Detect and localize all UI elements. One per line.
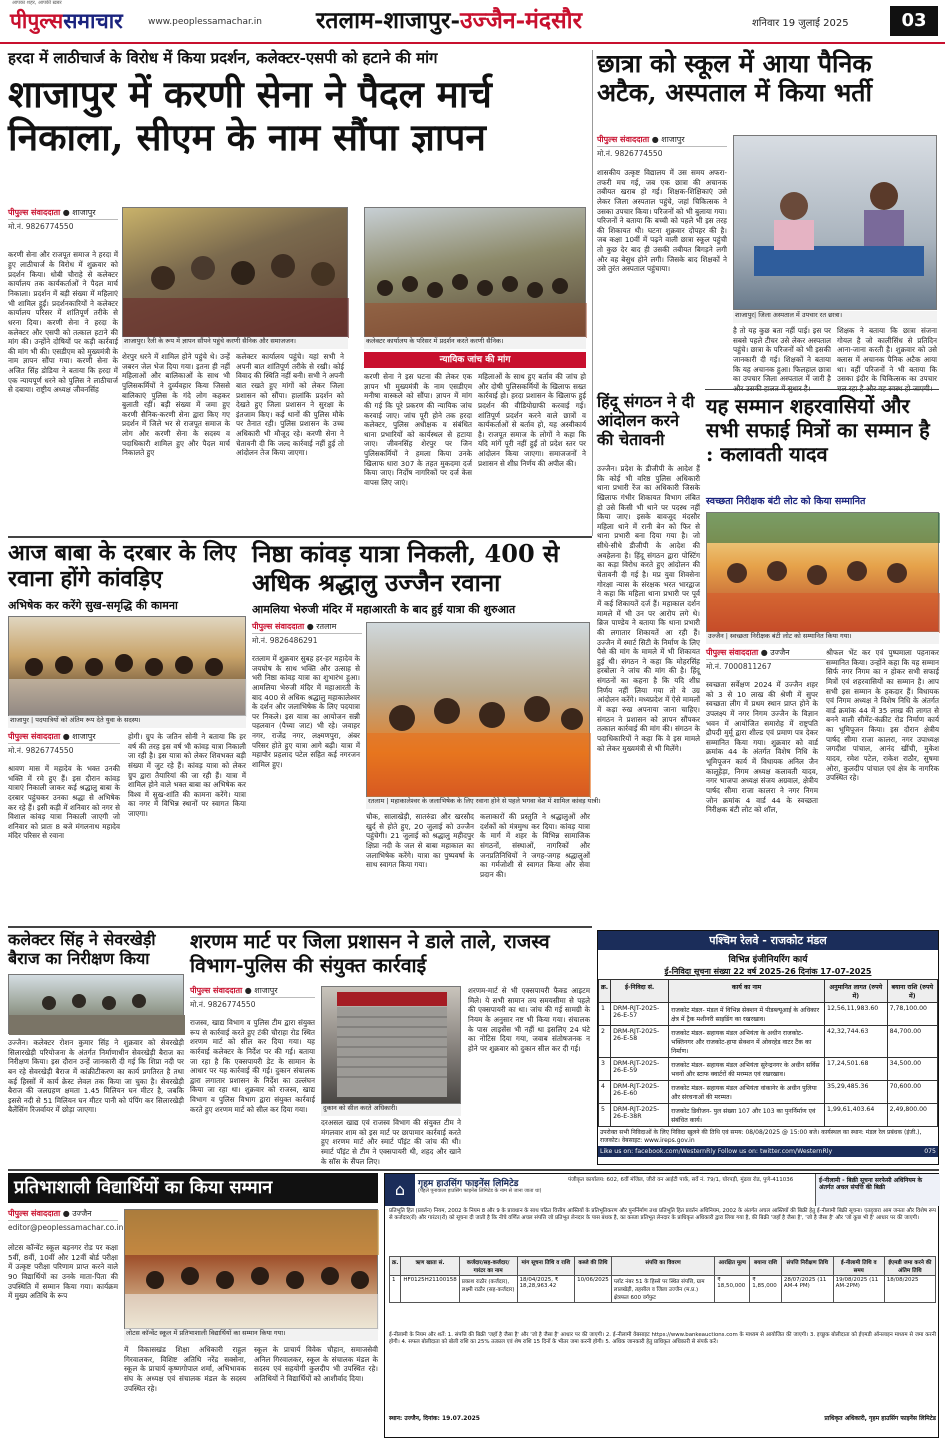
tender-social-links[interactable]: Like us on: facebook.com/WesternRly Follow us on: twitter.com/WesternRly: [600, 1148, 833, 1155]
ad-cell: 28/07/2025 (11 AM-4 PM): [781, 1276, 833, 1303]
story5-headline: आज बाबा के दरबार के लिए रवाना होंगे कांवड़िए: [8, 540, 237, 593]
story1-col4: करणी सेना ने इस घटना की लेकर एक ज्ञापन भी मुख्यमंत्री के नाम एसडीएम मनीषा वास्कले को सौंपा। ज्ञापन में मांग की गई कि पूरे प्रकरण की न्यायिक जांच करवाई जाए। जांच पूरी होने तक हरदा कलेक्टर, पुलिस अधीक्षक व संबंधित थाना प्रभारियों को कार्यस्थल से हटाया जाए। जीवनसिंह शेरपुर पर जिन पुलिसकर्मियों ने हमला किया उनके खिलाफ धारा 307 के तहत मुकदमा दर्ज किया जाए। निर्दोष नागरिकों पर दर्ज केस वापस लिए जाएं।: [364, 372, 472, 488]
story9-headline: प्रतिभाशाली विद्यार्थियों का किया सम्मान: [8, 1173, 378, 1203]
procession-illustration: [367, 623, 591, 798]
tender-cell: DRM-RJT-2025-26-E-60: [611, 1081, 669, 1104]
story9-email[interactable]: editor@peoplessamachar.co.in: [8, 1220, 118, 1232]
story2-photo: [733, 135, 937, 310]
story1-headline: शाजापुर में करणी सेना ने पैदल मार्च निकाला, सीएम के नाम सौंपा ज्ञापन: [8, 71, 492, 160]
ad-intro: प्रतिभूति हित (प्रवर्तन) नियम, 2002 के नियम 8 और 9 के प्रावधान के साथ पठित वित्तीय आस्तियों के प्रतिभूतिकरण और पुनर्निर्माण तथा प्रतिभूति हित प्रवर्तन अधिनियम, 2002 के अंतर्गत अचल आस्तियों की बिक्री हेतु ई-नीलामी बिक्री सूचना। एतद्द्वारा आम जनता और विशेष रूप से कर्जदार(रों) और गारंटर(रों) को सूचना दी जाती है कि नीचे वर्णित अचल संपत्ति जो प्रतिभूत लेनदार के पास बंधक है, का कब्जा प्रतिभूत लेनदार के प्राधिकृत अधिकारी द्वारा लिया गया है, की बिक्री 'जहाँ है जैसा है', 'जो है जैसा है' और 'जो कुछ भी है' आधार पर की जाएगी।: [389, 1208, 936, 1222]
ad-header-cell: ईएमडी जमा करने की अंतिम तिथि: [884, 1257, 935, 1276]
story3-body: उज्जैन। प्रदेश के डीजीपी के आदेश हैं कि कोई भी वरिष्ठ पुलिस अधिकारी थाना प्रभारी रेंज का अधिकारी जिसके खिलाफ गंभीर शिकायत विभाग लंबित हो उसे किसी भी थाने पर पदस्थ नहीं किया जाए। इसके बावजूद मंदसौर महिला थाने में रानी बेन को फिर से थाना प्रभारी बना दिया गया है। जो सीधे-सीधे डीजीपी के आदेश की अवहेलना है। हिंदू संगठन द्वारा पोस्टिंग का कड़ा विरोध करते हुए आंदोलन की चेतावनी दी गई है। मप्र युवा शिवसेना गोरक्षा न्यास के संरक्षक भरत भारद्वाज ने कहा कि महिला थाना प्रभारी पर पूर्व में कई शिकायतें दर्ज हैं। महाकाल दर्शन मामले में भी उन पर आरोप लगे थे। ब्रिज पाण्डेय ने बताया कि थाना प्रभारी की लगातार शिकायतें आ रही हैं। उज्जैन में स्मार्ट सिटी के निर्माण के लिए पैसे की मांग के मामले में भी शिकायत हुई थी। संगठन ने कहा कि मोहरसिंह हरबोला ने जांच की मांग की है। हिंदू संगठनों का कहना है कि यदि शीघ्र निर्णय नहीं लिया गया तो वे उग्र आंदोलन करेंगे। मध्यप्रदेश में ऐसे मामलों में कड़ा रुख अपनाया जाना चाहिए। संगठन ने प्रशासन को ज्ञापन सौंपकर तत्काल कार्रवाई की मांग की। संगठन के पदाधिकारियों ने कहा कि वे इस मामले को लेकर मुख्यमंत्री से भी मिलेंगे।: [597, 464, 700, 753]
story-kalavati-yadav: [706, 394, 939, 924]
story2-byline: पीपुल्स संवाददाता ● शाजापुर: [597, 135, 685, 144]
tender-cell: 17,24,501.68: [825, 1058, 888, 1081]
tender-cell: 5: [599, 1104, 611, 1127]
story-nishtha-kanwar: [252, 539, 601, 920]
ad-header-cell: कर्जदार/सह-कर्जदार/गारंटर का नाम: [459, 1257, 517, 1276]
tender-cell: DRM-RJT-2025-26-E-59: [611, 1058, 669, 1081]
ad-place-date: स्थान: उज्जैन, दिनांक: 19.07.2025: [389, 1415, 480, 1422]
story4-mobile: मो.नं. 7000811267: [706, 659, 826, 672]
story-collector-barrage: [8, 930, 184, 1165]
story1-col3: कलेक्टर कार्यालय पहुंचे। यहां सभी ने अपनी बात शांतिपूर्ण तरीके से रखी। कोई विवाद की स्थिति नहीं बनी। सभी ने अपनी बात रखते हुए मांगों को लेकर जिला प्रशासन को सौंपा। हालांकि प्रदर्शन को देखते हुए जिला प्रशासन ने सुरक्षा के इंतजाम किए। कई थानों की पुलिस मौके पर तैनात रही। पुलिस प्रशासन के उच्च अधिकारी भी मौजूद रहे। करणी सेना ने चेतावनी दी कि जल्द कार्रवाई नहीं हुई तो आंदोलन तेज किया जाएगा।: [236, 352, 344, 458]
tender-cell: 1,99,61,403.64: [825, 1104, 888, 1127]
divider-line: [8, 1169, 939, 1171]
ad-header-cell: ई-नीलामी तिथि व समय: [833, 1257, 884, 1276]
ad-right-box: ई-नीलामी - बिक्री सूचना सरफेसी अधिनियम के अंतर्गत अचल संपत्ति की बिक्री: [815, 1174, 940, 1206]
story8-byline: पीपुल्स संवाददाता ● शाजापुर: [190, 986, 278, 995]
ad-header: [385, 1174, 940, 1206]
ad-header-cell: संपत्ति निरीक्षण तिथि: [781, 1257, 833, 1276]
edition-title-red: उज्जैन-मंदसौर: [460, 7, 583, 34]
ad-cell: 10/06/2025: [575, 1276, 612, 1303]
story-student-felicitation: [8, 1173, 378, 1438]
story5-deck: अभिषेक कर करेंगे सुख-समृद्धि की कामना: [8, 599, 178, 612]
story1-caption1: शाजापुर। रैली के रूप में ज्ञापन सौंपने पहुंचे करणी सैनिक और समाजजन।: [122, 337, 348, 349]
barrage-illustration: [9, 975, 185, 1035]
tender-code: 075: [924, 1148, 936, 1155]
tender-footer: उपरोक्त सभी निविदाओं के लिए निविदा खुलने की तिथि एवं समय: 08/08/2025 @ 15:00 बजे। कार्यस्थल का स्थान: मंडल रेल प्रबंधक (इंजी.), राजकोट। वेबसाइट: www.ireps.gov.in: [600, 1129, 922, 1144]
crowd-illustration-1: [123, 208, 349, 338]
story8-headline: शरणम मार्ट पर जिला प्रशासन ने डाले ताले, राजस्व विभाग-पुलिस की संयुक्त कार्रवाई: [190, 930, 550, 978]
story1-subhead: न्यायिक जांच की मांग: [364, 352, 586, 368]
story-panic-attack: [597, 50, 939, 385]
story5-mobile: मो.नं. 9826774550: [8, 743, 120, 756]
story6-caption: रतलाम | महाकालेश्वर के जलाभिषेक के लिए रवाना होने से पहले भगवा वेश में शामिल कांवड़ यात्री।: [366, 797, 590, 809]
ad-address: पंजीकृत कार्यालय: 602, 6वीं मंजिल, जीरो वन आईटी पार्क, सर्वे नं. 79/1, घोरपड़ी, मुंढवा रोड, पुणे-411036: [568, 1177, 794, 1183]
story2-headline: छात्रा को स्कूल में आया पैनिक अटैक, अस्पताल में किया भर्ती: [597, 49, 873, 107]
story1-col5: महिलाओं के साथ हुए बर्ताव की जांच हो और दोषी पुलिसकर्मियों के खिलाफ सख्त कार्रवाई हो। हरदा प्रशासन के खिलाफ हुई प्रदर्शन की वीडियोग्राफी करवाई गई। शांतिपूर्ण प्रदर्शन करने वाले छात्रों व कार्यकर्ताओं से बर्ताव हो, यह अस्वीकार्य है। राजपूत समाज के लोगों ने कहा कि यदि मांगें पूरी नहीं हुईं तो प्रदेश स्तर पर आंदोलन किया जाएगा। समाजजनों ने प्रशासन से शीघ्र निर्णय की अपील की।: [478, 372, 586, 468]
story1-col1: करणी सेना और राजपूत समाज ने हरदा में हुए लाठीचार्ज के विरोध में शुक्रवार को प्रदर्शन किया। धोबी चौराहे से कलेक्टर कार्यालय तक कार्यकर्ताओं ने पैदल मार्च निकाला। प्रदर्शन में बड़ी संख्या में महिलाएं भी शामिल हुईं। प्रदर्शनकारियों ने कलेक्टर कार्यालय परिसर में शांतिपूर्ण तरीके से धरना दिया। करणी सेना ने हरदा के कलेक्टर और एसपी को तत्काल हटाने की मांग की। उन्होंने दोषियों पर कड़ी कार्रवाई की मांग भी की। एसडीएम को मुख्यमंत्री के नाम ज्ञापन सौंपा गया। करणी सेना के अजित सिंह डोडिया ने बताया कि हरदा में एक न्यायपूर्ण धरने को पुलिस ने लाठीचार्ज से दबाया। राष्ट्रीय अध्यक्ष जीवनसिंह: [8, 250, 118, 395]
tender-title: पश्चिम रेलवे - राजकोट मंडल: [598, 931, 938, 950]
ad-company-name: गृहम हाउसिंग फाइनेंस लिमिटेड: [418, 1179, 519, 1189]
story4-col1: स्वच्छता सर्वेक्षण 2024 में उज्जैन शहर को 3 से 10 लाख की श्रेणी में सुपर स्वच्छता लीग में प्रथम स्थान प्राप्त होने के उपलक्ष्य में नगर निगम उज्जैन के विज्ञान भवन में आयोजित समारोह में राष्ट्रपति द्रौपदी मुर्मू द्वारा शील्ड एवं प्रमाण पत्र देकर सम्मानित किया गया। शुक्रवार को वार्ड क्रमांक 44 के अंतर्गत विशेष निधि के भूमिपूजन कार्य में विधायक अनिल जैन कालूहेड़ा, निगम अध्यक्ष कलावती यादव, नगर भाजपा अध्यक्ष संजय अग्रवाल, क्षेत्रीय पार्षद सीमा राजा कालरा ने नगर निगम जोन क्रमांक 4 वार्ड 44 के स्वच्छता निरीक्षक बंटी लोट को शॉल,: [706, 680, 818, 815]
story7-body: उज्जैन। कलेक्टर रोशन कुमार सिंह ने शुक्रवार को सेवरखेड़ी सिलारखेड़ी परियोजना के अंतर्गत निर्माणाधीन सेवरखेड़ी बैराज का निरीक्षण किया। इस दौरान उन्हें जानकारी दी गई कि शिप्रा नदी पर बन रहे सेवरखेड़ी बैराज में कांक्रीटीकरण का कार्य प्रगतिरत है तथा कई हिस्सों में कार्य क्रेस्ट लेवल तक किया जा चुका है। सेवरखेड़ी बैराज की जलग्रहण क्षमता 1.45 मिलियन घन मीटर है, जबकि इससे नदी से 51 मिलियन घन मीटर पानी को पंपिंग कर सिलारखेड़ी बैलेंसिंग रिजर्वायर में छोड़ा जाएगा।: [8, 1038, 184, 1115]
hospital-illustration: [734, 136, 938, 311]
publication-logo[interactable]: [10, 4, 145, 38]
divider-line: [8, 536, 592, 538]
ad-header-cell: कब्जे की तिथि: [575, 1257, 612, 1276]
story6-col1: रतलाम में शुक्रवार सुबह हर-हर महादेव के जयघोष के साथ भक्ति और उत्साह से भरी निष्ठा कांवड़ यात्रा का शुभारंभ हुआ। आमलिया भेरुजी मंदिर में महाआरती के बाद 400 से अधिक श्रद्धालु महाकालेश्वर के दर्शन और जलाभिषेक के लिए पदयात्रा पर निकले। इस यात्रा का आयोजन सन्नी पहलवान (पैच्या जाट) भी रहे। जवाहर नगर, राजेंद्र नगर, लक्ष्मणपुरा, अंबर परिसर होते हुए यात्रा आगे बढ़ी। यात्रा में महापौर प्रहलाद पटेल सहित कई नगरजन शामिल हुए।: [252, 654, 360, 770]
story4-deck: स्वच्छता निरीक्षक बंटी लोट को किया सम्मानित: [706, 496, 866, 507]
story4-byline: पीपुल्स संवाददाता ● उज्जैन: [706, 648, 790, 657]
story5-col1: श्रावण मास में महादेव के भक्त उनकी भक्ति में रमे हुए हैं। इस दौरान कांवड़ यात्राएं निकाली जाकर कई श्रद्धालु बाबा के दरबार पहुंचकर उनका श्रद्धा से अभिषेक कर रहे हैं। इसी कड़ी में शनिवार को नगर से विशाल कांवड़ यात्रा निकाली जाएगी जो शनिवार को प्रातः 8 बजे मंगलनाथ महादेव मंदिर परिसर से रवाना: [8, 764, 120, 841]
tender-cell: 34,500.00: [887, 1058, 937, 1081]
divider-line: [705, 389, 939, 390]
tender-header-cell: क्र.: [599, 980, 611, 1003]
story9-byline: पीपुल्स संवाददाता ● उज्जैन: [8, 1209, 92, 1218]
story8-col1: राजस्व, खाद्य विभाग व पुलिस टीम द्वारा संयुक्त रूप से कार्रवाई करते हुए टंकी चौराहा रोड स्थित शरणम मार्ट को सील कर दिया गया। यह कार्रवाई कलेक्टर के निर्देश पर की गई। बताया जा रहा है कि एक्सपायरी डेट के सामान के आधार पर यह कार्रवाई की गई। दुकान संचालक द्वारा लगातार प्रशासन के निर्देश का उल्लंघन किया जा रहा था। शुक्रवार को राजस्व, खाद्य विभाग व पुलिस विभाग द्वारा संयुक्त कार्रवाई करते हुए शरणम मार्ट को सील कर दिया गया।: [190, 1018, 315, 1114]
tender-cell: राजकोट मंडल- मंडल में विभिन्न सेक्शन में पीडब्ल्यूआई के अधिकार क्षेत्र में ट्रैक मशीनरी साइडिंग का रखरखाव।: [669, 1003, 825, 1026]
tender-notice-number: ई-निविदा सूचना संख्या 22 वर्ष 2025-26 दिनांक 17-07-2025: [664, 967, 872, 976]
tender-cell: राजकोट मंडल- सहायक मंडल अभियंता के अधीन राजकोट-भक्तिनगर और राजकोट-हापा सेक्शन में ओवरहेड वाटर टैंक का निर्माण।: [669, 1026, 825, 1058]
tender-cell: DRM-RJT-2025-26-E-58: [611, 1026, 669, 1058]
story9-col3: स्कूल के प्राचार्य विवेक चौहान, समाजसेवी अनिल गिरवालकर, स्कूल के संचालक मंडल के सदस्य एवं सहयोगी कुलदीप भी उपस्थित रहे। अतिथियों ने विद्यार्थियों को आशीर्वाद दिया।: [254, 1345, 378, 1383]
story1-photo2: [364, 207, 586, 337]
story4-photo: [706, 512, 939, 632]
tender-cell: 3: [599, 1058, 611, 1081]
story4-caption: उज्जैन | स्वच्छता निरीक्षक बंटी लोट को सम्मानित किया गया।: [706, 632, 939, 644]
ad-footer: [389, 1414, 936, 1422]
ad-header-cell: बयाना राशि: [750, 1257, 782, 1276]
story6-mobile: मो.नं. 9826486291: [252, 633, 362, 646]
tender-header-cell: ई-निविदा सं.: [611, 980, 669, 1003]
story8-caption: दुकान को सील करते अधिकारी।: [321, 1104, 461, 1116]
story5-byline: पीपुल्स संवाददाता ● शाजापुर: [8, 732, 96, 741]
story1-caption2: कलेक्टर कार्यालय के परिसर में प्रदर्शन करते करणी सैनिक।: [364, 337, 586, 349]
tender-cell: DRM-RJT-2025-26-E-57: [611, 1003, 669, 1026]
story6-headline: निष्ठा कांवड़ यात्रा निकली, 400 से अधिक श्रद्धालु उज्जैन रवाना: [252, 539, 560, 597]
tender-cell: राजकोट मंडल- सहायक मंडल अभियंता सुरेन्द्रनगर के अधीन सर्विस भवनों और स्टाफ क्वार्टरों की मरम्मत एवं रखरखाव।: [669, 1058, 825, 1081]
tender-table: [598, 979, 938, 1127]
tender-header-cell: कार्य का नाम: [669, 980, 825, 1003]
crowd-illustration-2: [365, 208, 587, 338]
ad-company-sub: (पहले पूनावाला हाउसिंग फाइनेंस लिमिटेड के नाम से जाना जाता था): [418, 1188, 542, 1194]
story2-mobile: मो.नं. 9826774550: [597, 146, 727, 159]
story6-col2: चौक, सालाखेड़ी, सातरुंडा और खरसौद खुर्द से होते हुए, 20 जुलाई को उज्जैन पहुंचेगी। 21 जुलाई को श्रद्धालु महीदपुर क्षिप्रा नदी के जल से बाबा महाकाल का जलाभिषेक करेंगे। यात्रा का पुष्पवर्षा के साथ स्वागत किया गया।: [366, 812, 474, 870]
tender-cell: राजकोट डिवीजन- पुल संख्या 107 और 103 का पुनर्निर्माण एवं संबंधित कार्य।: [669, 1104, 825, 1127]
edition-title-black: रतलाम-शाजापुर-: [316, 7, 461, 34]
story8-photo: [321, 986, 461, 1104]
story-hindu-sangathan: [597, 392, 700, 922]
group-illustration: [9, 617, 247, 717]
ad-cell: 18/08/2025: [884, 1276, 935, 1303]
ad-header-cell: संपत्ति का विवरण: [611, 1257, 714, 1276]
story9-col2: में विकासखंड शिक्षा अधिकारी राहुल गिरवालकर, विशिष्ट अतिथि नरेंद्र सक्सेना, स्कूल के प्राचार्य कृष्णगोपाल शर्मा, अभिभावक संघ के अध्यक्ष एवं संचालक मंडल के सदस्य उपस्थित रहे।: [124, 1345, 246, 1393]
story8-col2: दरअसल खाद्य एवं राजस्व विभाग की संयुक्त टीम ने मंगलवार शाम को इस मार्ट पर छापामार कार्रवाई करते हुए शरणम मार्ट और स्मार्ट पॉइंट की जांच की थी। स्मार्ट पॉइंट से टीम ने एक्सपायरी थी, शहद और खाने के सॉस के सैंपल लिए।: [321, 1118, 461, 1166]
story1-byline: पीपुल्स संवाददाता ● शाजापुर: [8, 208, 96, 217]
ad-signature: प्राधिकृत अधिकारी, गृहम हाउसिंग फाइनेंस लिमिटेड: [824, 1415, 936, 1422]
story8-mobile: मो.नं. 9826774550: [190, 997, 315, 1010]
ad-cell: 19/08/2025 (11 AM-2PM): [833, 1276, 884, 1303]
ad-cell: HF0125H21100158: [401, 1276, 459, 1303]
ad-cell: ₹ 18,50,000: [715, 1276, 750, 1303]
ad-terms: ई-नीलामी के नियम और शर्तें: 1. संपत्ति की बिक्री 'जहाँ है जैसा है' और 'जो है जैसा है' आधार पर की जाएगी। 2. ई-नीलामी वेबसाइट https://www.bankeauctions.com के माध्यम से आयोजित की जाएगी। 3. इच्छुक बोलीदाता को ईएमडी ऑनलाइन माध्यम से जमा करनी होगी। 4. सफल बोलीदाता को बोली राशि का 25% तत्काल एवं शेष राशि 15 दिनों के भीतर जमा करनी होगी। 5. अधिक जानकारी हेतु प्राधिकृत अधिकारी से संपर्क करें।: [389, 1332, 936, 1346]
tender-cell: 2,49,800.00: [887, 1104, 937, 1127]
ad-header-cell: क्र.: [390, 1257, 401, 1276]
tender-header-cell: अनुमानित लागत (रुपये में): [825, 980, 888, 1003]
tender-social: [598, 1146, 938, 1157]
story9-photo: [124, 1209, 378, 1329]
story5-col2: होगी। ग्रुप के जतिन सोनी ने बताया कि हर वर्ष की तरह इस वर्ष भी कांवड़ यात्रा निकाली जा रही है। इस यात्रा को लेकर शिवभक्त बड़ी संख्या में जुट रहे हैं। कांवड़ यात्रा को लेकर ग्रुप द्वारा तैयारियां की जा रही हैं। यात्रा में शामिल होने वाले भक्त बाबा का अभिषेक कर विश्व में सुख-शांति की कामना करेंगे। यात्रा का नगर में विभिन्न स्थानों पर स्वागत किया जाएगा।: [128, 732, 246, 819]
tender-cell: 84,700.00: [887, 1026, 937, 1058]
tender-subtitle: विभिन्न इंजीनियरिंग कार्य: [728, 955, 808, 965]
tender-row: [599, 1003, 938, 1026]
stage-illustration: [125, 1210, 379, 1330]
story5-caption: शाजापुर | पदयात्रियों को अंतिम रूप देते युवा के सदस्य।: [8, 716, 246, 728]
masthead: [0, 0, 945, 44]
tender-cell: 70,600.00: [887, 1081, 937, 1104]
logo-tagline: आपका शहर, आपकी ख़बर: [12, 0, 62, 6]
page-number: 03: [890, 6, 938, 36]
tender-header-cell: बयाना राशि (रुपये में): [887, 980, 937, 1003]
story9-col1: लोटस कॉन्वेंट स्कूल बड़नगर रोड पर कक्षा 5वीं, 8वीं, 10वीं और 12वीं बोर्ड परीक्षा में उत्कृष्ट परीक्षा परिणाम प्राप्त करने वाले 90 विद्यार्थियों का उनके माता-पिता की उपस्थिति में सम्मान किया गया। कार्यक्रम में मुख्य अतिथि के रूप: [8, 1243, 118, 1301]
story1-photo1: [122, 207, 348, 337]
story9-caption: लोटस कॉन्वेंट स्कूल में प्रतिभाशाली विद्यार्थियों का सम्मान किया गया।: [124, 1329, 378, 1341]
story4-col2: श्रीफल भेंट कर एवं पुष्पमाला पहनाकर सम्मानित किया। उन्होंने कहा कि यह सम्मान सिर्फ नगर निगम का न होकर सभी सफाई मित्रों एवं शहरवासियों का सम्मान है। आप सभी इस सम्मान के हकदार हैं। विधायक एवं निगम अध्यक्ष ने विशेष निधि के अंतर्गत वार्ड क्रमांक 44 में 35 लाख की लागत से बनने वाली सीमेंट-कंक्रीट रोड निर्माण कार्य का भूमिपूजन किया। इस दौरान क्षेत्रीय पार्षद सीमा राजा कालरा, नगर उपाध्यक्ष जगदीश पांचाल, आनंद खींची, मुकेश यादव, रमेश पटेल, राकेश राठौर, सुषमा ओरा, कुलदीप पांचाल एवं क्षेत्र के नागरिक उपस्थित रहे।: [826, 648, 939, 783]
story6-byline: पीपुल्स संवाददाता ● रतलाम: [252, 622, 337, 631]
ad-header-cell: मांग सूचना तिथि व राशि: [517, 1257, 575, 1276]
felicitation-illustration: [707, 513, 940, 633]
story1-col2: शेरपुर धरने में शामिल होने पहुंचे थे। उन्हें जबरन जेल भेज दिया गया। इतना ही नहीं महिलाओं और बालिकाओं के साथ भी पुलिसकर्मियों ने दुर्व्यवहार किया जिससे बालिकाएं पुलिस के गंदे लोग कहकर बुलाती रहीं। बड़ी संख्या में जमा हुए करणी सैनिक-करणी सेना द्वारा किए गए प्रदर्शन में जिले भर से राजपूत समाज के लोग और करणी सेना के सदस्य व पदाधिकारी शामिल हुए और पैदल मार्च निकालते हुए: [122, 352, 230, 458]
tender-row: [599, 1104, 938, 1127]
story-sharnam-mart: [190, 930, 590, 1165]
ad-cell: ₹ 1,85,000: [750, 1276, 782, 1303]
ad-header-cell: आरक्षित मूल्य: [715, 1257, 750, 1276]
story8-col3: शरणम-मार्ट से भी एक्सपायरी फैक्ड आइटम मिले। ये सभी सामान तय समयसीमा से पहले की एक्सपायरी का था। जांच की गई सामग्री के नियम के अनुसार नष्ट भी किया गया। संचालक के पास लाइसेंस भी नहीं था इसलिए 24 घंटे का नोटिस दिया गया, जवाब संतोषजनक न होने पर शुक्रवार को दुकान सील कर दी गई।: [468, 986, 590, 1053]
tender-cell: 35,29,485.36: [825, 1081, 888, 1104]
tender-row: [599, 1058, 938, 1081]
tender-cell: 7,78,100.00: [887, 1003, 937, 1026]
railway-tender-notice: [597, 930, 939, 1165]
story6-col3: कलाकारों की प्रस्तुति ने श्रद्धालुओं और दर्शकों को मंत्रमुग्ध कर दिया। कांवड़ यात्रा के मार्ग में शहर के विभिन्न सामाजिक संगठनों, संस्थाओं, नागरिकों और जनप्रतिनिधियों ने जगह-जगह श्रद्धालुओं का गर्मजोशी से स्वागत किया और सेवा प्रदान की।: [480, 812, 590, 879]
story1-mobile: मो.नं. 9826774550: [8, 219, 118, 232]
story2-col3: शिक्षक ने बताया कि छात्रा संजना गोयल है जो कालीसिंध से प्रतिदिन आना-जाना करती है। शुक्रवार को उसे क्लास में अचानक पैनिक अटैक आया था। वहीं परिजनों ने भी बताया कि उसका इंदौर के चिकित्सक का उपचार: [837, 326, 937, 384]
tender-cell: DRM-RJT-2025-26-E-38R: [611, 1104, 669, 1127]
logo-left: पीपुल्स: [10, 8, 64, 33]
story6-deck: आमलिया भेरुजी मंदिर में महाआरती के बाद हुई यात्रा की शुरुआत: [252, 603, 516, 616]
divider-line: [8, 926, 592, 928]
ad-cell: प्लॉट नंबर 51 के हिस्से पर स्थित संपत्ति, ग्राम लालखेड़ी, तहसील व जिला उज्जैन (म.प्र.) क्षेत्रफल 600 वर्गफुट: [611, 1276, 714, 1303]
auction-advertisement: [384, 1173, 939, 1438]
column-divider: [592, 50, 593, 536]
edition-title: [316, 6, 666, 36]
story7-photo: [8, 974, 184, 1034]
ad-header-cell: ऋण खाता सं.: [401, 1257, 459, 1276]
story6-photo: [366, 622, 590, 797]
logo-right: समाचार: [63, 8, 123, 33]
story2-caption: शाजापुर| जिला अस्पताल में उपचार रत छात्रा।: [733, 311, 937, 323]
tender-cell: 12,56,11,983.60: [825, 1003, 888, 1026]
website-url[interactable]: www.peoplessamachar.in: [148, 17, 262, 27]
story3-headline: हिंदू संगठन ने दी आंदोलन करने की चेतावनी: [597, 392, 695, 450]
issue-date: शनिवार 19 जुलाई 2025: [752, 18, 849, 29]
tender-row: [599, 1026, 938, 1058]
tender-cell: राजकोट मंडल- सहायक मंडल अभियंता वांकानेर के अधीन पुलिया और संरचनाओं की मरम्मत।: [669, 1081, 825, 1104]
story2-col1: शासकीय उत्कृष्ट विद्यालय में उस समय अफरा-तफरी मच गई, जब एक छात्रा की अचानक तबीयत खराब हो गई। शिक्षक-शिक्षिकाएं उसे लेकर जिला अस्पताल पहुंचे, जहां चिकित्सक ने उसका उपचार किया। परिजनों को भी बुलाया गया। परिजनों ने बताया कि बच्ची को पहले भी इस तरह की शिकायत थी। घटना शुक्रवार दोपहर की है। जब कक्षा 10वीं में पढ़ने वाली छात्रा स्कूल पहुंची तो कुछ देर बाद ही उसकी तबीयत बिगड़ने लगी और वह बेसुध होने लगी। जिसके बाद शिक्षकों ने उसे तुरंत अस्पताल पहुंचाया।: [597, 168, 727, 274]
tender-cell: 1: [599, 1003, 611, 1026]
story5-photo: [8, 616, 246, 716]
ad-cell: प्रकाश राठौर (कर्जदार), लक्ष्मी राठौर (सह-कर्जदार): [459, 1276, 517, 1303]
story7-headline: कलेक्टर सिंह ने सेवरखेड़ी बैराज का निरीक्षण किया: [8, 930, 156, 969]
story2-col2: है तो यह कुछ बता नहीं पाई। इस पर सबसे पहले टीचर उसे लेकर अस्पताल पहुंचे। छात्रा के परिजनों को भी इसकी जानकारी दी गई। शिक्षकों ने बताया कि यह अचानक हुआ। फिलहाल छात्रा का उपचार जिला अस्पताल में जारी है: [733, 326, 831, 384]
tender-cell: 2: [599, 1026, 611, 1058]
tender-cell: 4: [599, 1081, 611, 1104]
ad-table-row: [390, 1276, 936, 1303]
story1-kicker: हरदा में लाठीचार्ज के विरोध में किया प्रदर्शन, कलेक्टर-एसपी को हटाने की मांग: [8, 49, 438, 67]
story-karni-sena: [8, 50, 588, 530]
ad-cell: 1: [390, 1276, 401, 1303]
tender-cell: 42,32,744.63: [825, 1026, 888, 1058]
ad-company-logo: ⌂: [385, 1174, 415, 1206]
story-kanwar-dewas: [8, 540, 246, 920]
ad-cell: 18/04/2025, ₹ 18,28,963.42: [517, 1276, 575, 1303]
story4-headline: यह सम्मान शहरवासियों और सभी सफाई मित्रों का सम्मान है : कलावती यादव: [706, 394, 930, 466]
ad-auction-table: [389, 1256, 936, 1303]
tender-row: [599, 1081, 938, 1104]
shop-shutter-illustration: [322, 987, 462, 1105]
